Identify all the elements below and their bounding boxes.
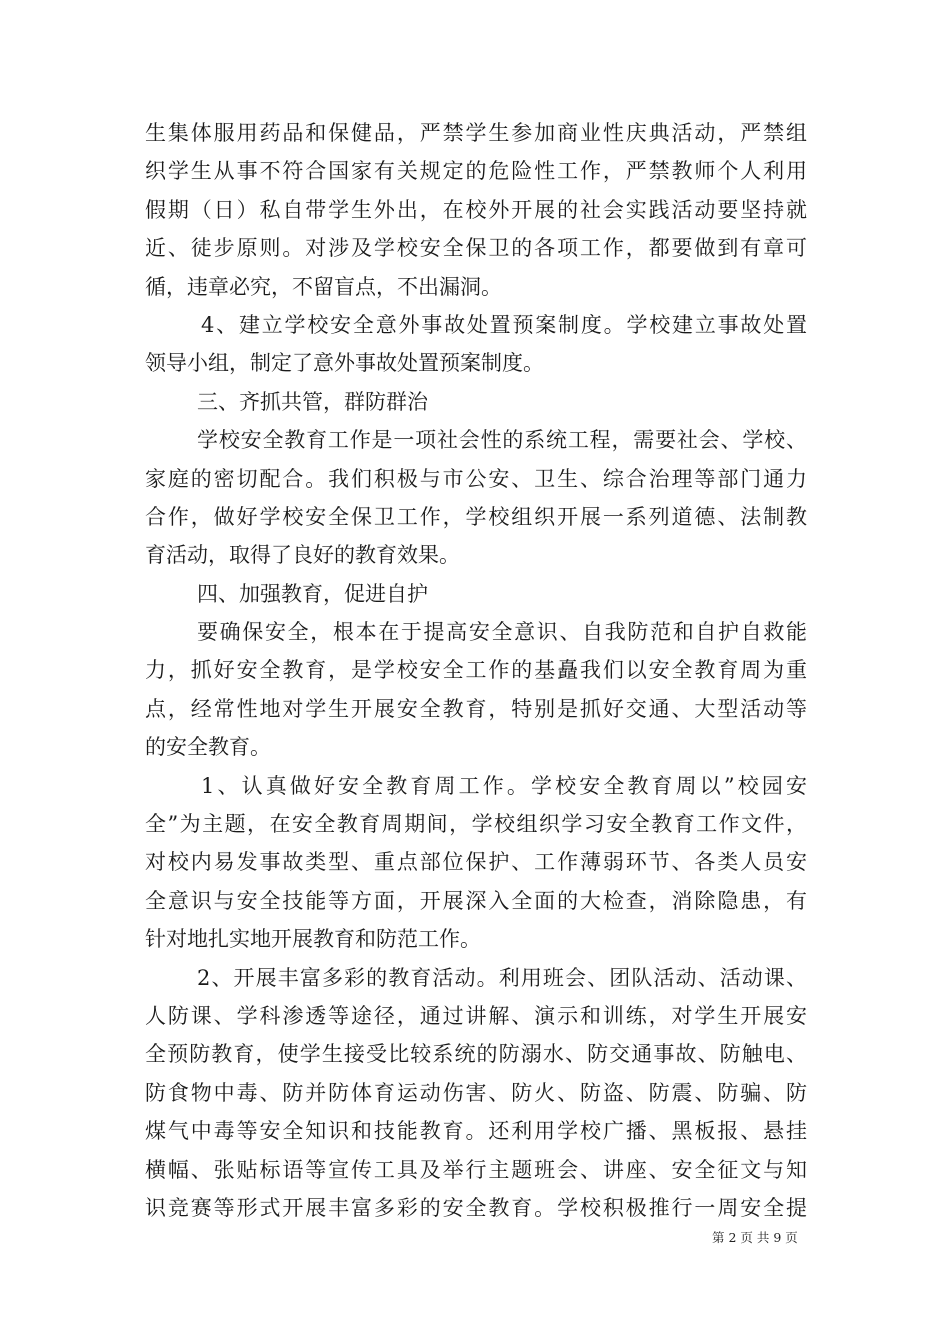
section-heading: 三、齐抓共管，群防群治 (197, 389, 428, 414)
text-line: 家庭的密切配合。我们积极与市公安、卫生、综合治理等部门通力 (145, 466, 807, 491)
text-line: 生集体服用药品和保健品，严禁学生参加商业性庆典活动，严禁组 (145, 121, 807, 145)
text-line: 全意识与安全技能等方面，开展深入全面的大检查，消除隐患，有 (145, 888, 807, 913)
text-line: 领导小组，制定了意外事故处置预案制度。 (145, 351, 544, 376)
text-line: 织学生从事不符合国家有关规定的危险性工作，严禁教师个人利用 (145, 159, 807, 184)
text-line: 识竞赛等形式开展丰富多彩的安全教育。学校积极推行一周安全提 (145, 1195, 807, 1220)
text-line: 1、认真做好安全教育周工作。学校安全教育周以”校园安 (201, 773, 807, 798)
text-line: 学校安全教育工作是一项社会性的系统工程，需要社会、学校、 (197, 428, 807, 453)
text-line: 防食物中毒、防并防体育运动伤害、防火、防盗、防震、防骗、防 (145, 1080, 807, 1105)
text-line: 育活动，取得了良好的教育效果。 (145, 543, 460, 568)
text-line: 的安全教育。 (145, 735, 271, 760)
text-line: 全预防教育，使学生接受比较系统的防溺水、防交通事故、防触电、 (145, 1042, 807, 1067)
text-line: 横幅、张贴标语等宣传工具及举行主题班会、讲座、安全征文与知 (145, 1157, 807, 1182)
section-heading: 四、加强教育，促进自护 (197, 581, 428, 606)
text-line: 点，经常性地对学生开展安全教育，特别是抓好交通、大型活动等 (145, 696, 807, 721)
text-line: 人防课、学科渗透等途径，通过讲解、演示和训练，对学生开展安 (145, 1003, 807, 1028)
text-line: 4、建立学校安全意外事故处置预案制度。学校建立事故处置 (201, 312, 807, 337)
text-line: 要确保安全，根本在于提高安全意识、自我防范和自护自救能 (197, 620, 807, 645)
text-line: 近、徒步原则。对涉及学校安全保卫的各项工作，都要做到有章可 (145, 236, 807, 261)
document-body (145, 114, 807, 1227)
text-line: 2、开展丰富多彩的教育活动。利用班会、团队活动、活动课、 (197, 965, 807, 990)
page-number: 第 2 页 共 9 页 (712, 1230, 798, 1245)
text-line: 合作，做好学校安全保卫工作，学校组织开展一系列道德、法制教 (145, 504, 807, 529)
text-line: 假期（日）私自带学生外出，在校外开展的社会实践活动要坚持就 (145, 197, 807, 222)
text-line: 力，抓好安全教育，是学校安全工作的基矗我们以安全教育周为重 (145, 658, 807, 683)
text-line: 对校内易发事故类型、重点部位保护、工作薄弱环节、各类人员安 (145, 850, 807, 875)
text-line: 针对地扎实地开展教育和防范工作。 (145, 927, 481, 952)
text-line: 全”为主题，在安全教育周期间，学校组织学习安全教育工作文件， (145, 812, 807, 837)
text-line: 循，违章必究，不留盲点，不出漏洞。 (145, 274, 502, 299)
text-line: 煤气中毒等安全知识和技能教育。还利用学校广播、黑板报、悬挂 (145, 1119, 807, 1144)
